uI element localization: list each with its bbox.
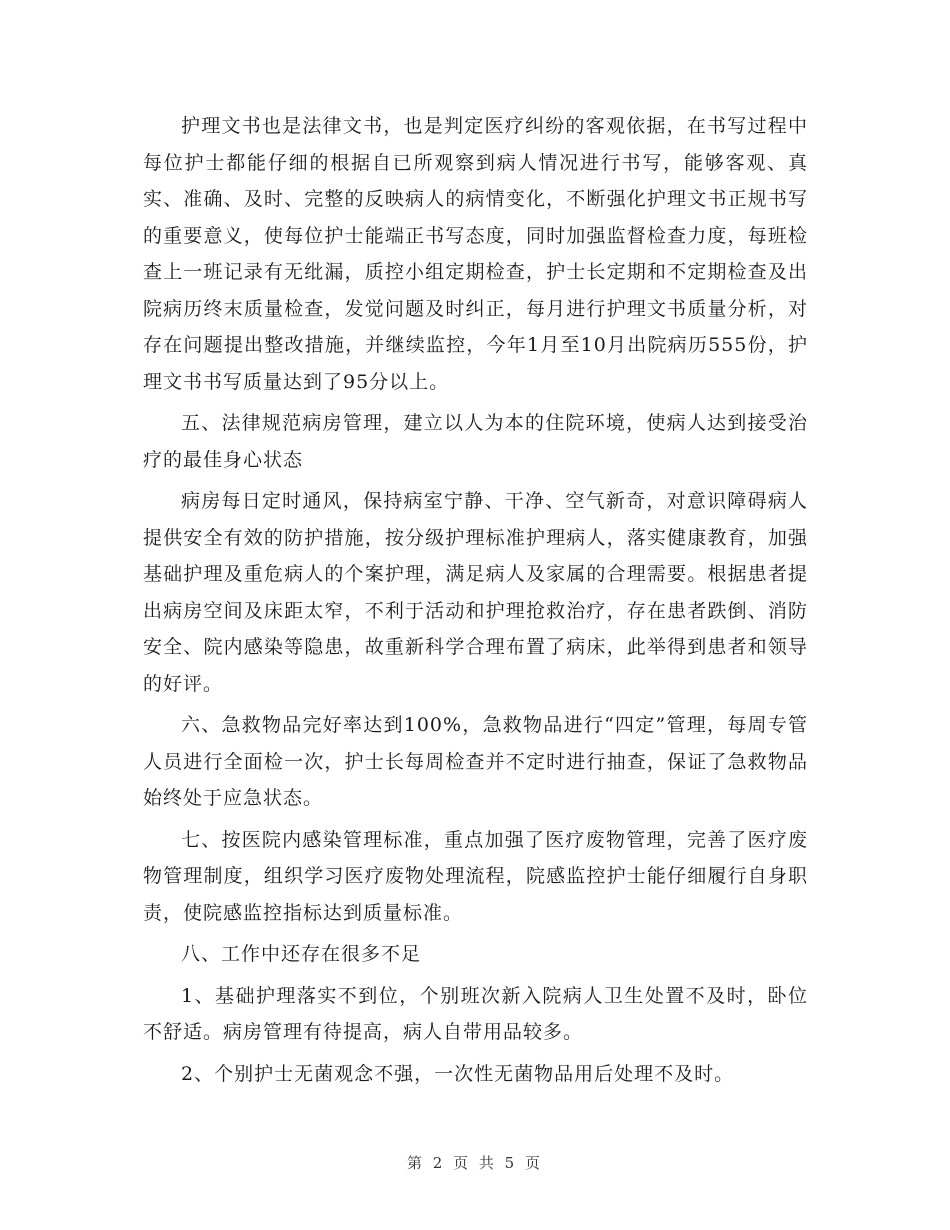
paragraph-nursing-documents: 护理文书也是法律文书，也是判定医疗纠纷的客观依据，在书写过程中每位护士都能仔细的根据自已所观察到病人情况进行书写，能够客观、真实、准确、及时、完整的反映病人的病情变化，不断强化护理文书正规书写的重要意义，使每位护士能端正书写态度，同时加强监督检查力度，每班检查上一班记录有无纰漏，质控小组定期检查，护士长定期和不定期检查及出院病历终末质量检查，发觉问题及时纠正，每月进行护理文书质量分析，对存在问题提出整改措施，并继续监控，今年1月至10月出院病历555份，护理文书书写质量达到了95分以上。 — [143, 115, 808, 393]
document-body — [143, 108, 808, 1097]
paragraph-infection-control: 七、按医院内感染管理标准，重点加强了医疗废物管理，完善了医疗废物管理制度，组织学习医疗废物处理流程，院感监控护士能仔细履行自身职责，使院感监控指标达到质量标准。 — [143, 828, 808, 924]
paragraph-ward-management: 病房每日定时通风，保持病室宁静、干净、空气新奇，对意识障碍病人提供安全有效的防护措施，按分级护理标准护理病人，落实健康教育，加强基础护理及重危病人的个案护理，满足病人及家属的合理需要。根据患者提出病房空间及床距太窄，不利于活动和护理抢救治疗，存在患者跌倒、消防安全、院内感染等隐患，故重新科学合理布置了病床，此举得到患者和领导的好评。 — [143, 490, 808, 695]
heading-ward-management: 五、法律规范病房管理，建立以人为本的住院环境，使病人达到接受治疗的最佳身心状态 — [143, 412, 808, 471]
paragraph-emergency-supplies: 六、急救物品完好率达到100%，急救物品进行“四定”管理，每周专管人员进行全面检一次，护士长每周检查并不定时进行抽查，保证了急救物品始终处于应急状态。 — [143, 714, 808, 809]
heading-shortcomings: 八、工作中还存在很多不足 — [181, 943, 422, 965]
page-number-footer: 第 2 页 共 5 页 — [407, 1154, 543, 1172]
paragraph-shortcoming-1: 1、基础护理落实不到位，个别班次新入院病人卫生处置不及时，卧位不舒适。病房管理有待提高，病人自带用品较多。 — [143, 984, 808, 1043]
paragraph-shortcoming-2: 2、个别护士无菌观念不强，一次性无菌物品用后处理不及时。 — [181, 1062, 735, 1085]
